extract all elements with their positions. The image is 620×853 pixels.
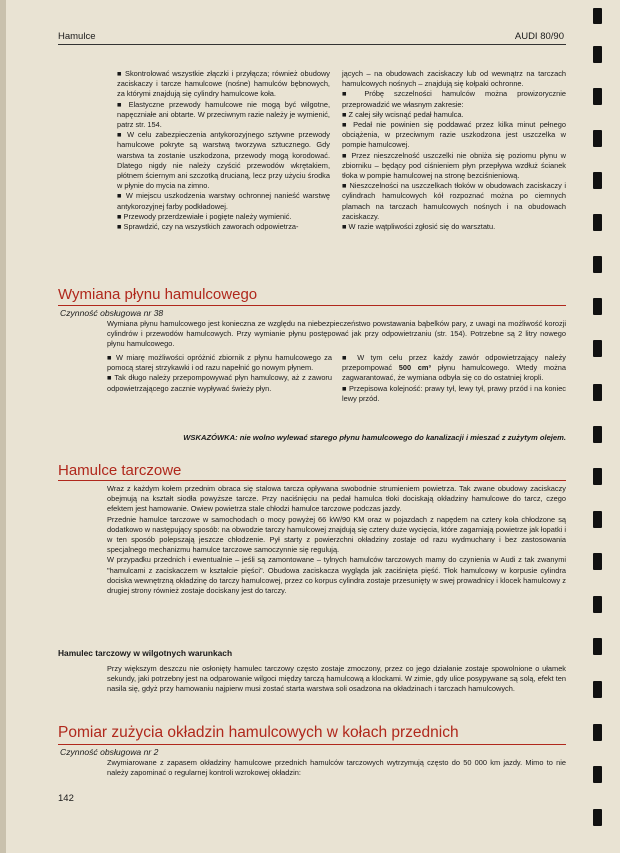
thumb-tab: [593, 384, 602, 401]
thumb-tab: [593, 426, 602, 443]
thumb-tab: [593, 46, 602, 63]
list-item: ■ W miarę możliwości opróżnić zbiornik z płynu hamulcowego za pomocą starej strzykawki i od razu napełnić go nowym płynem.: [107, 353, 332, 373]
paragraph: W przypadku przednich i ewentualnie – jeśli są zamontowane – tylnych hamulców tarczowych mamy do czynienia w Audi z tak zwanymi "hamulcami z zaciskaczem w kształcie pięści". Obudowa zaciskacza wygląda jak zaciśnięta pięść. Tłok hamulcowy w korpusie cylindra dociska wewnętrzną okładzinę do tarczy hamulcowej, przez co korpus cylindra zostaje przesunięty w swej prowadnicy i klocek hamulcowy z drugiej strony również zostaje dociskany jest do tarczy.: [107, 555, 566, 596]
section-rule: [58, 305, 566, 306]
thumb-tab: [593, 88, 602, 105]
list-item: ■ Sprawdzić, czy na wszystkich zaworach odpowietrza-: [117, 222, 299, 232]
list-item: ■ Pedał nie powinien się poddawać przez kilka minut pełnego obciążenia, w przeciwnym razie uszkodzona jest uszczelka w pompie hamulcowej.: [342, 120, 566, 150]
text-run: ■ W tym celu przez każdy zawór odpowietrzający należy przepompować: [342, 353, 566, 373]
thumb-tab: [593, 638, 602, 655]
thumb-tab: [593, 8, 602, 24]
thumb-tab: [593, 809, 602, 826]
fluid-left-column: [107, 353, 332, 394]
list-item: ■ Nieszczelności na uszczelkach tłoków w obudowach zaciskaczy i cylindrach hamulcowych kół rozpoznać można po ciemnych plamach na tarczach hamulcowych nośnych i na obudowach zaciskaczy.: [342, 181, 566, 221]
header-rule: [58, 44, 566, 45]
thumb-tab: [593, 256, 602, 273]
list-item: ■ W celu zabezpieczenia antykorozyjnego sztywne przewody hamulcowe pokryte są warstwą tworzywa sztucznego. Gdy warstwa ta zostanie uszkodzona, przewody mogą korodować. Dlatego nigdy nie należy czyścić przewodów wkrętakiem, płótnem ściernym ani szczotką drucianą, lecz przy użyciu środka w płynie do mycia na zimno.: [117, 130, 330, 191]
thumb-tab: [593, 298, 602, 315]
list-item: ■ Z całej siły wcisnąć pedał hamulca.: [342, 109, 464, 119]
thumb-tab: [593, 172, 602, 189]
fluid-intro: [107, 319, 566, 350]
thumb-tab: [593, 596, 602, 613]
service-op-label: Czynność obsługowa nr 38: [60, 308, 164, 318]
thumb-tab: [593, 214, 602, 231]
service-op-label: Czynność obsługowa nr 2: [60, 747, 159, 757]
intro-right-column: [342, 69, 566, 232]
wet-text: [107, 664, 566, 695]
thumb-tab: [593, 724, 602, 741]
section-title-fluid: Wymiana płynu hamulcowego: [58, 286, 258, 303]
paragraph: Przy większym deszczu nie osłonięty hamulec tarczowy często zostaje zmoczony, przez co jego działanie zostaje spowolnione o ułamek sekundy, jaki potrzebny jest na odparowanie wilgoci między tarczą hamulcową a klockami. W zimie, gdy ulice posypywane są solą, efekt ten nasila się, gdyż przy hamowaniu najpierw musi zostać starta warstwa soli osadzona na okładzinach i tarczach hamulcowych.: [107, 664, 566, 694]
text-run: płynu hamulcowego. Wtedy można zagwarantować, że wymiana odbyła się co do ostatniej kropli.: [342, 363, 567, 383]
list-item: ■ W miejscu uszkodzenia warstwy ochronnej nanieść warstwę antykorozyjnej farby podkładowej.: [117, 191, 330, 211]
thumb-tab: [593, 681, 602, 698]
thumb-tab: [593, 340, 602, 357]
page-edge: [0, 0, 6, 853]
section-title-disc: Hamulce tarczowe: [58, 462, 182, 479]
list-item: jących – na obudowach zaciskaczy lub od wewnątrz na tarczach hamulcowych nośnych – znajdują się kołpaki ochronne.: [342, 69, 566, 89]
thumb-tab: [593, 130, 602, 147]
pads-text: [107, 758, 566, 778]
running-header-model: AUDI 80/90: [514, 31, 564, 42]
paragraph: Wymiana płynu hamulcowego jest konieczna ze względu na niebezpieczeństwo powstawania bąbelków pary, z uwagi na możliwość korozji cylindrów i przewodów hamulcowych. Przy wymianie płynu postępować jak przy odpowietrzaniu (str. 154). Potrzebne są 2 litry nowego płynu hamulcowego.: [107, 319, 566, 349]
list-item: ■ Przewody przerdzewiałe i pogięte należy wymienić.: [117, 211, 292, 221]
section-title-pads: Pomiar zużycia okładzin hamulcowych w kołach przednich: [58, 724, 459, 741]
thumb-tab: [593, 511, 602, 528]
paragraph: Zwymiarowane z zapasem okładziny hamulcowe przednich hamulców tarczowych wytrzymują często do 50 000 km jazdy. Mimo to nie należy zapominać o regularnej kontroli wzrokowej okładzin:: [107, 758, 566, 778]
list-item: ■ Elastyczne przewody hamulcowe nie mogą być wilgotne, napęczniałe ani obtarte. W przeciwnym razie należy je wymienić, patrz str. 154.: [117, 99, 330, 130]
subsection-title-wet: Hamulec tarczowy w wilgotnych warunkach: [58, 648, 233, 658]
disc-text: [107, 484, 566, 596]
warning-note: WSKAZÓWKA: nie wolno wylewać starego płynu hamulcowego do kanalizacji i mieszać z zużytym olejem.: [183, 433, 566, 442]
list-item: ■ W razie wątpliwości zgłosić się do warsztatu.: [342, 222, 496, 232]
intro-left-column: [117, 69, 330, 232]
thumb-tab: [593, 766, 602, 783]
thumb-tab: [593, 468, 602, 485]
list-item: ■ Próbę szczelności hamulców można prowizorycznie przeprowadzić we własnym zakresie:: [342, 89, 566, 109]
list-item: ■ Tak długo należy przepompowywać płyn hamulcowy, aż z zaworu odpowietrzającego zacznie wypływać świeży płyn.: [107, 373, 332, 393]
section-rule: [58, 744, 566, 745]
list-item: ■ Przez nieszczelność uszczelki nie obniża się poziomu płynu w zbiorniku – będący pod ciśnieniem płyn przepływa wzdłuż ścianek tłoka w pompie hamulcowej na stronę bezciśnieniową.: [342, 150, 566, 181]
section-rule: [58, 480, 566, 481]
list-item: ■ Przepisowa kolejność: prawy tył, lewy tył, prawy przód i na koniec lewy przód.: [342, 383, 566, 403]
fluid-amount: 500 cm³: [398, 363, 431, 373]
paragraph: Przednie hamulce tarczowe w samochodach o mocy powyżej 66 kW/90 KM oraz w pojazdach z napędem na cztery koła chłodzone są dodatkowo w następujący sposób: na obwodzie tarczy hamulcowej znajdują się cztery duże wycięcia, które zagarniają powietrze jak łopatki i w ten sposób polepszają jeszcze chłodzenie. Pył starty z powierzchni okładziny zostaje od razu wydmuchany i bez zastosowania specjalnego mechanizmu hamulce tarczowe samoczynnie się regulują.: [107, 514, 566, 555]
list-item: [342, 353, 566, 384]
fluid-right-column: [342, 353, 566, 404]
paragraph: Wraz z każdym kołem przednim obraca się stalowa tarcza opływana swobodnie strumieniem powietrza. Tak zwane obudowy zaciskaczy obejmują na kształt siodła powyższe tarcze. Przy naciśnięciu na pedał hamulca tłoki dociskają okładziny hamulcowe do tarcz, czego efektem jest hamowanie. Owiew powietrza stale chłodzi hamulce tarczowe podczas jazdy.: [107, 484, 566, 514]
running-header-section: Hamulce: [58, 31, 96, 42]
page-number: 142: [58, 793, 74, 804]
list-item: ■ Skontrolować wszystkie złączki i przyłącza; również obudowy zaciskaczy i tarcze hamulcowe (nośne) hamulców bębnowych, za którymi znajdują się cylindry hamulcowe koła.: [117, 69, 330, 99]
thumb-tab: [593, 553, 602, 570]
thumb-index-tabs: [593, 0, 605, 853]
